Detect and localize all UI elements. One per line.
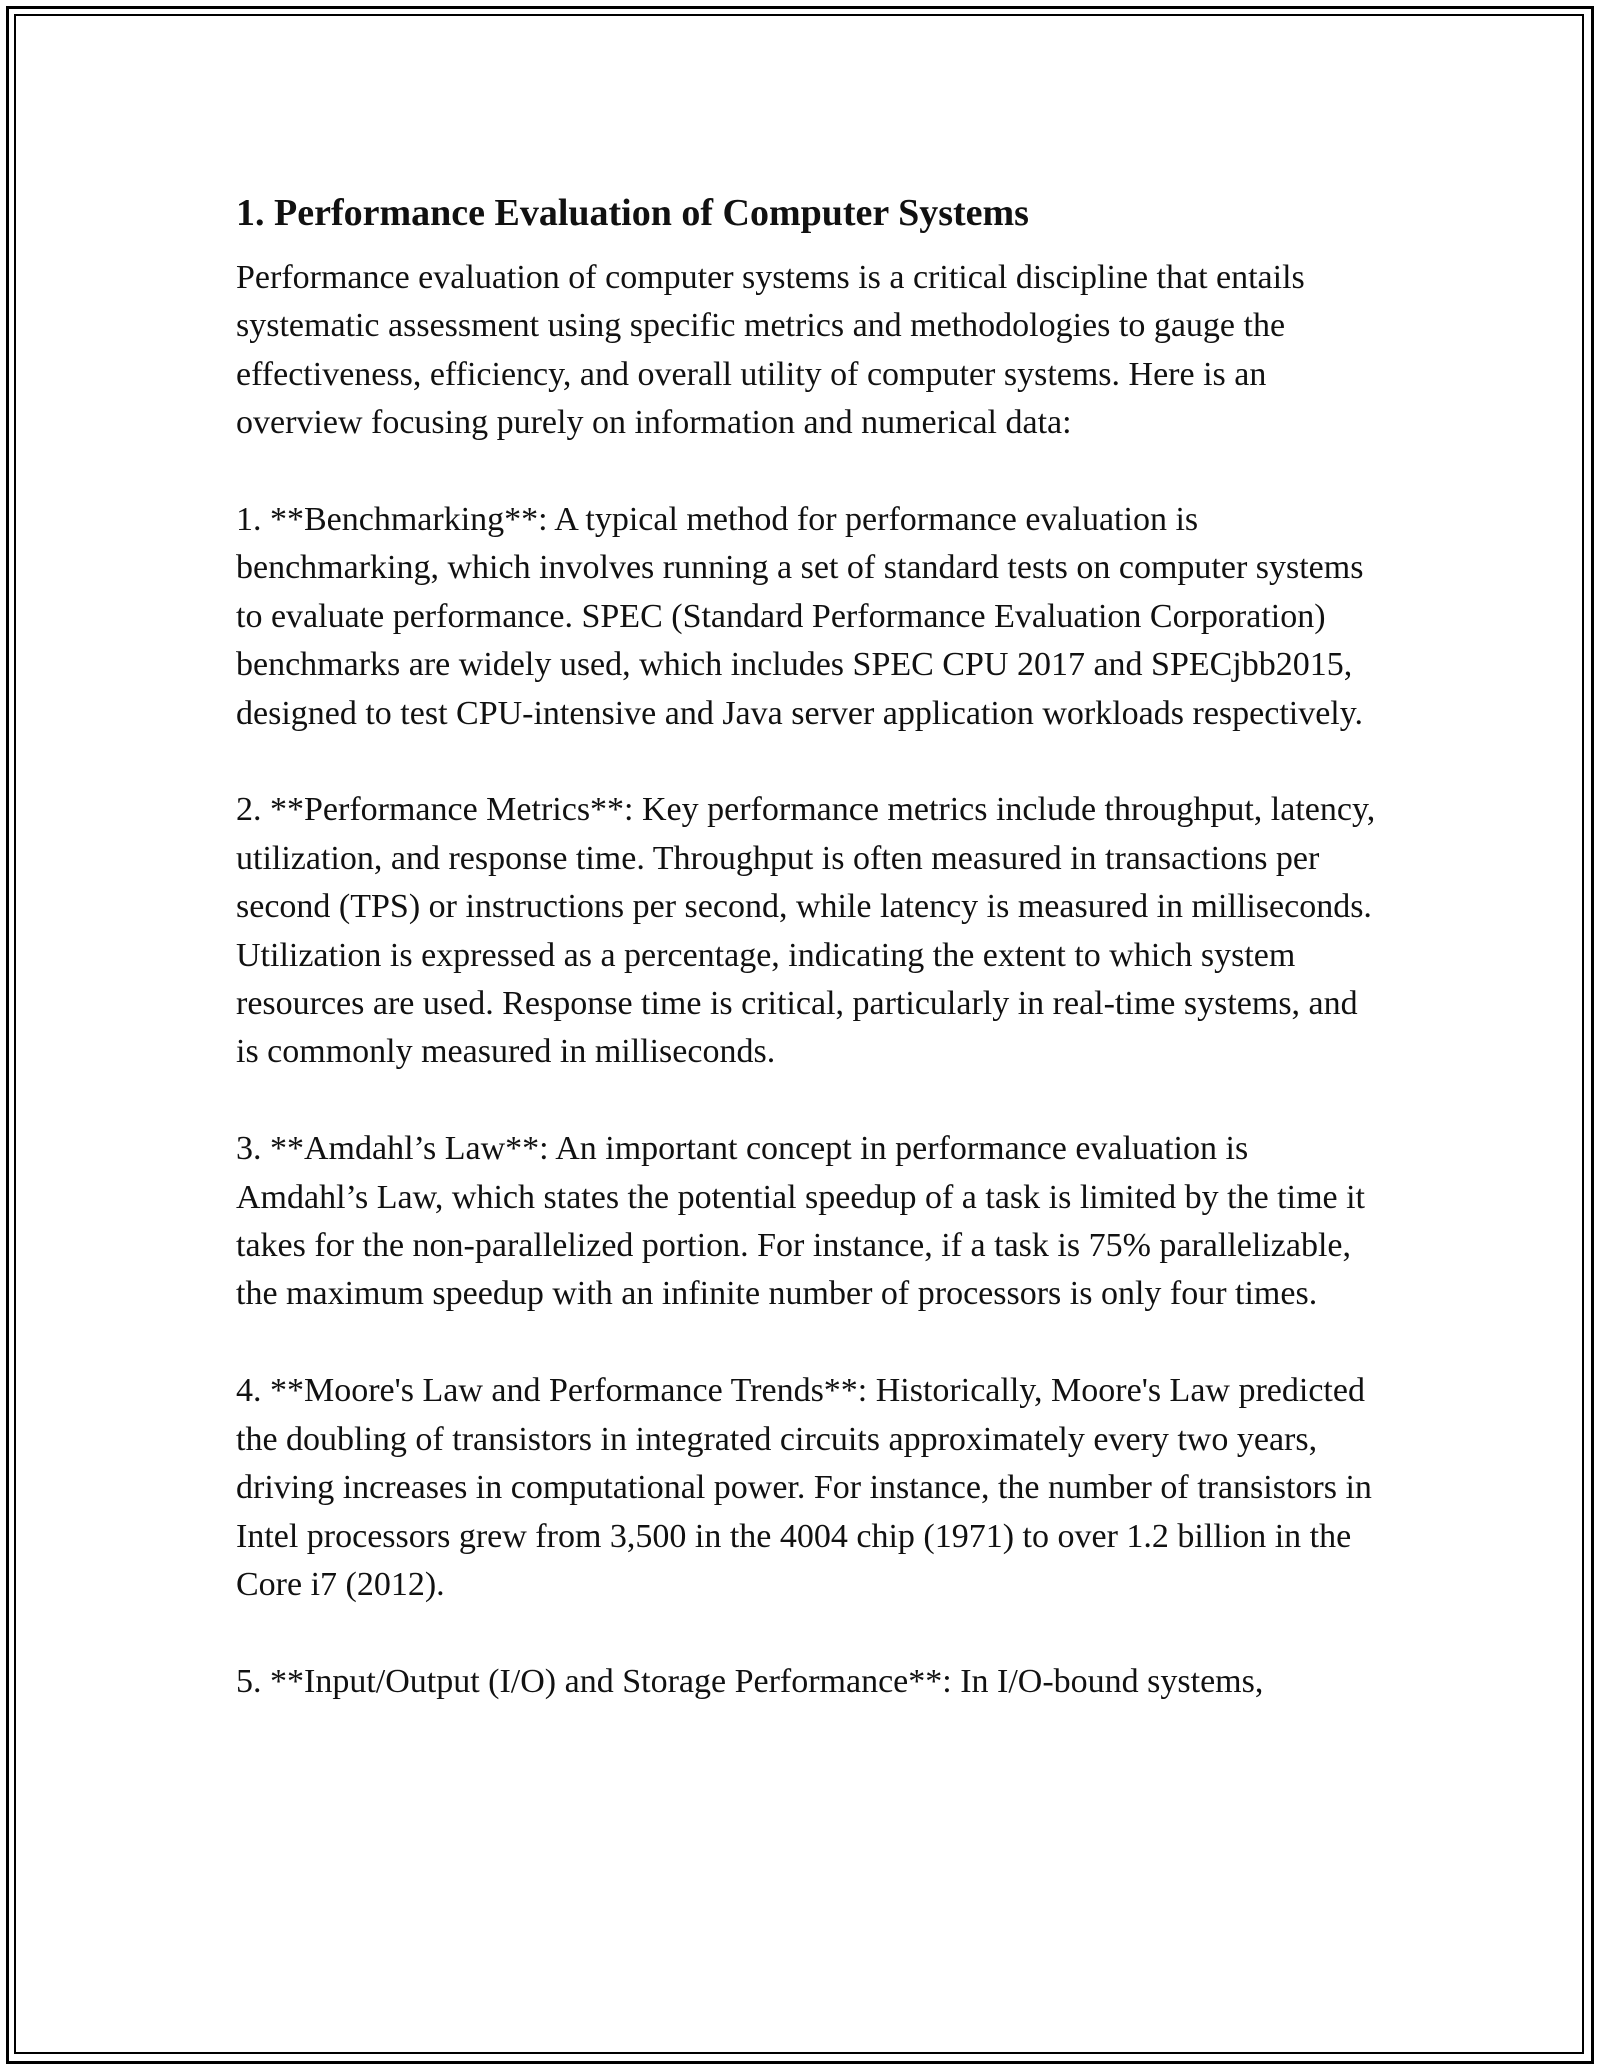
io-storage-paragraph: 5. **Input/Output (I/O) and Storage Performance**: In I/O-bound systems, — [236, 1662, 1264, 1700]
performance-metrics-paragraph: 2. **Performance Metrics**: Key performance metrics include throughput, latency, utilization, and response time. Throughput is often measured in transactions per second (TPS) or instructions per second, while latency is measured in milliseconds. Utilization is expressed as a percentage, indicating the extent to which system resources are used. Response time is critical, particularly in real-time systems, and is commonly measured in milliseconds. — [236, 791, 1376, 1071]
benchmarking-paragraph: 1. **Benchmarking**: A typical method for performance evaluation is benchmarking, which involves running a set of standard tests on computer systems to evaluate performance. SPEC (Standard Performance Evaluation Corporation) benchmarks are widely used, which includes SPEC CPU 2017 and SPECjbb2015, designed to test CPU-intensive and Java server application workloads respectively. — [236, 501, 1364, 732]
document-title: 1. Performance Evaluation of Computer Systems — [236, 192, 1029, 234]
document-body — [236, 186, 1376, 1755]
intro-paragraph: Performance evaluation of computer systems is a critical discipline that entails systematic assessment using specific metrics and methodologies to gauge the effectiveness, efficiency, and overall utility of computer systems. Here is an overview focusing purely on information and numerical data: — [236, 259, 1305, 442]
amdahls-law-paragraph: 3. **Amdahl’s Law**: An important concept in performance evaluation is Amdahl’s Law, which states the potential speedup of a task is limited by the time it takes for the non-parallelized portion. For instance, if a task is 75% parallelizable, the maximum speedup with an infinite number of processors is only four times. — [236, 1130, 1366, 1313]
moores-law-paragraph: 4. **Moore's Law and Performance Trends**: Historically, Moore's Law predicted the doubling of transistors in integrated circuits approximately every two years, driving increases in computational power. For instance, the number of transistors in Intel processors grew from 3,500 in the 4004 chip (1971) to over 1.2 billion in the Core i7 (2012). — [236, 1372, 1372, 1603]
